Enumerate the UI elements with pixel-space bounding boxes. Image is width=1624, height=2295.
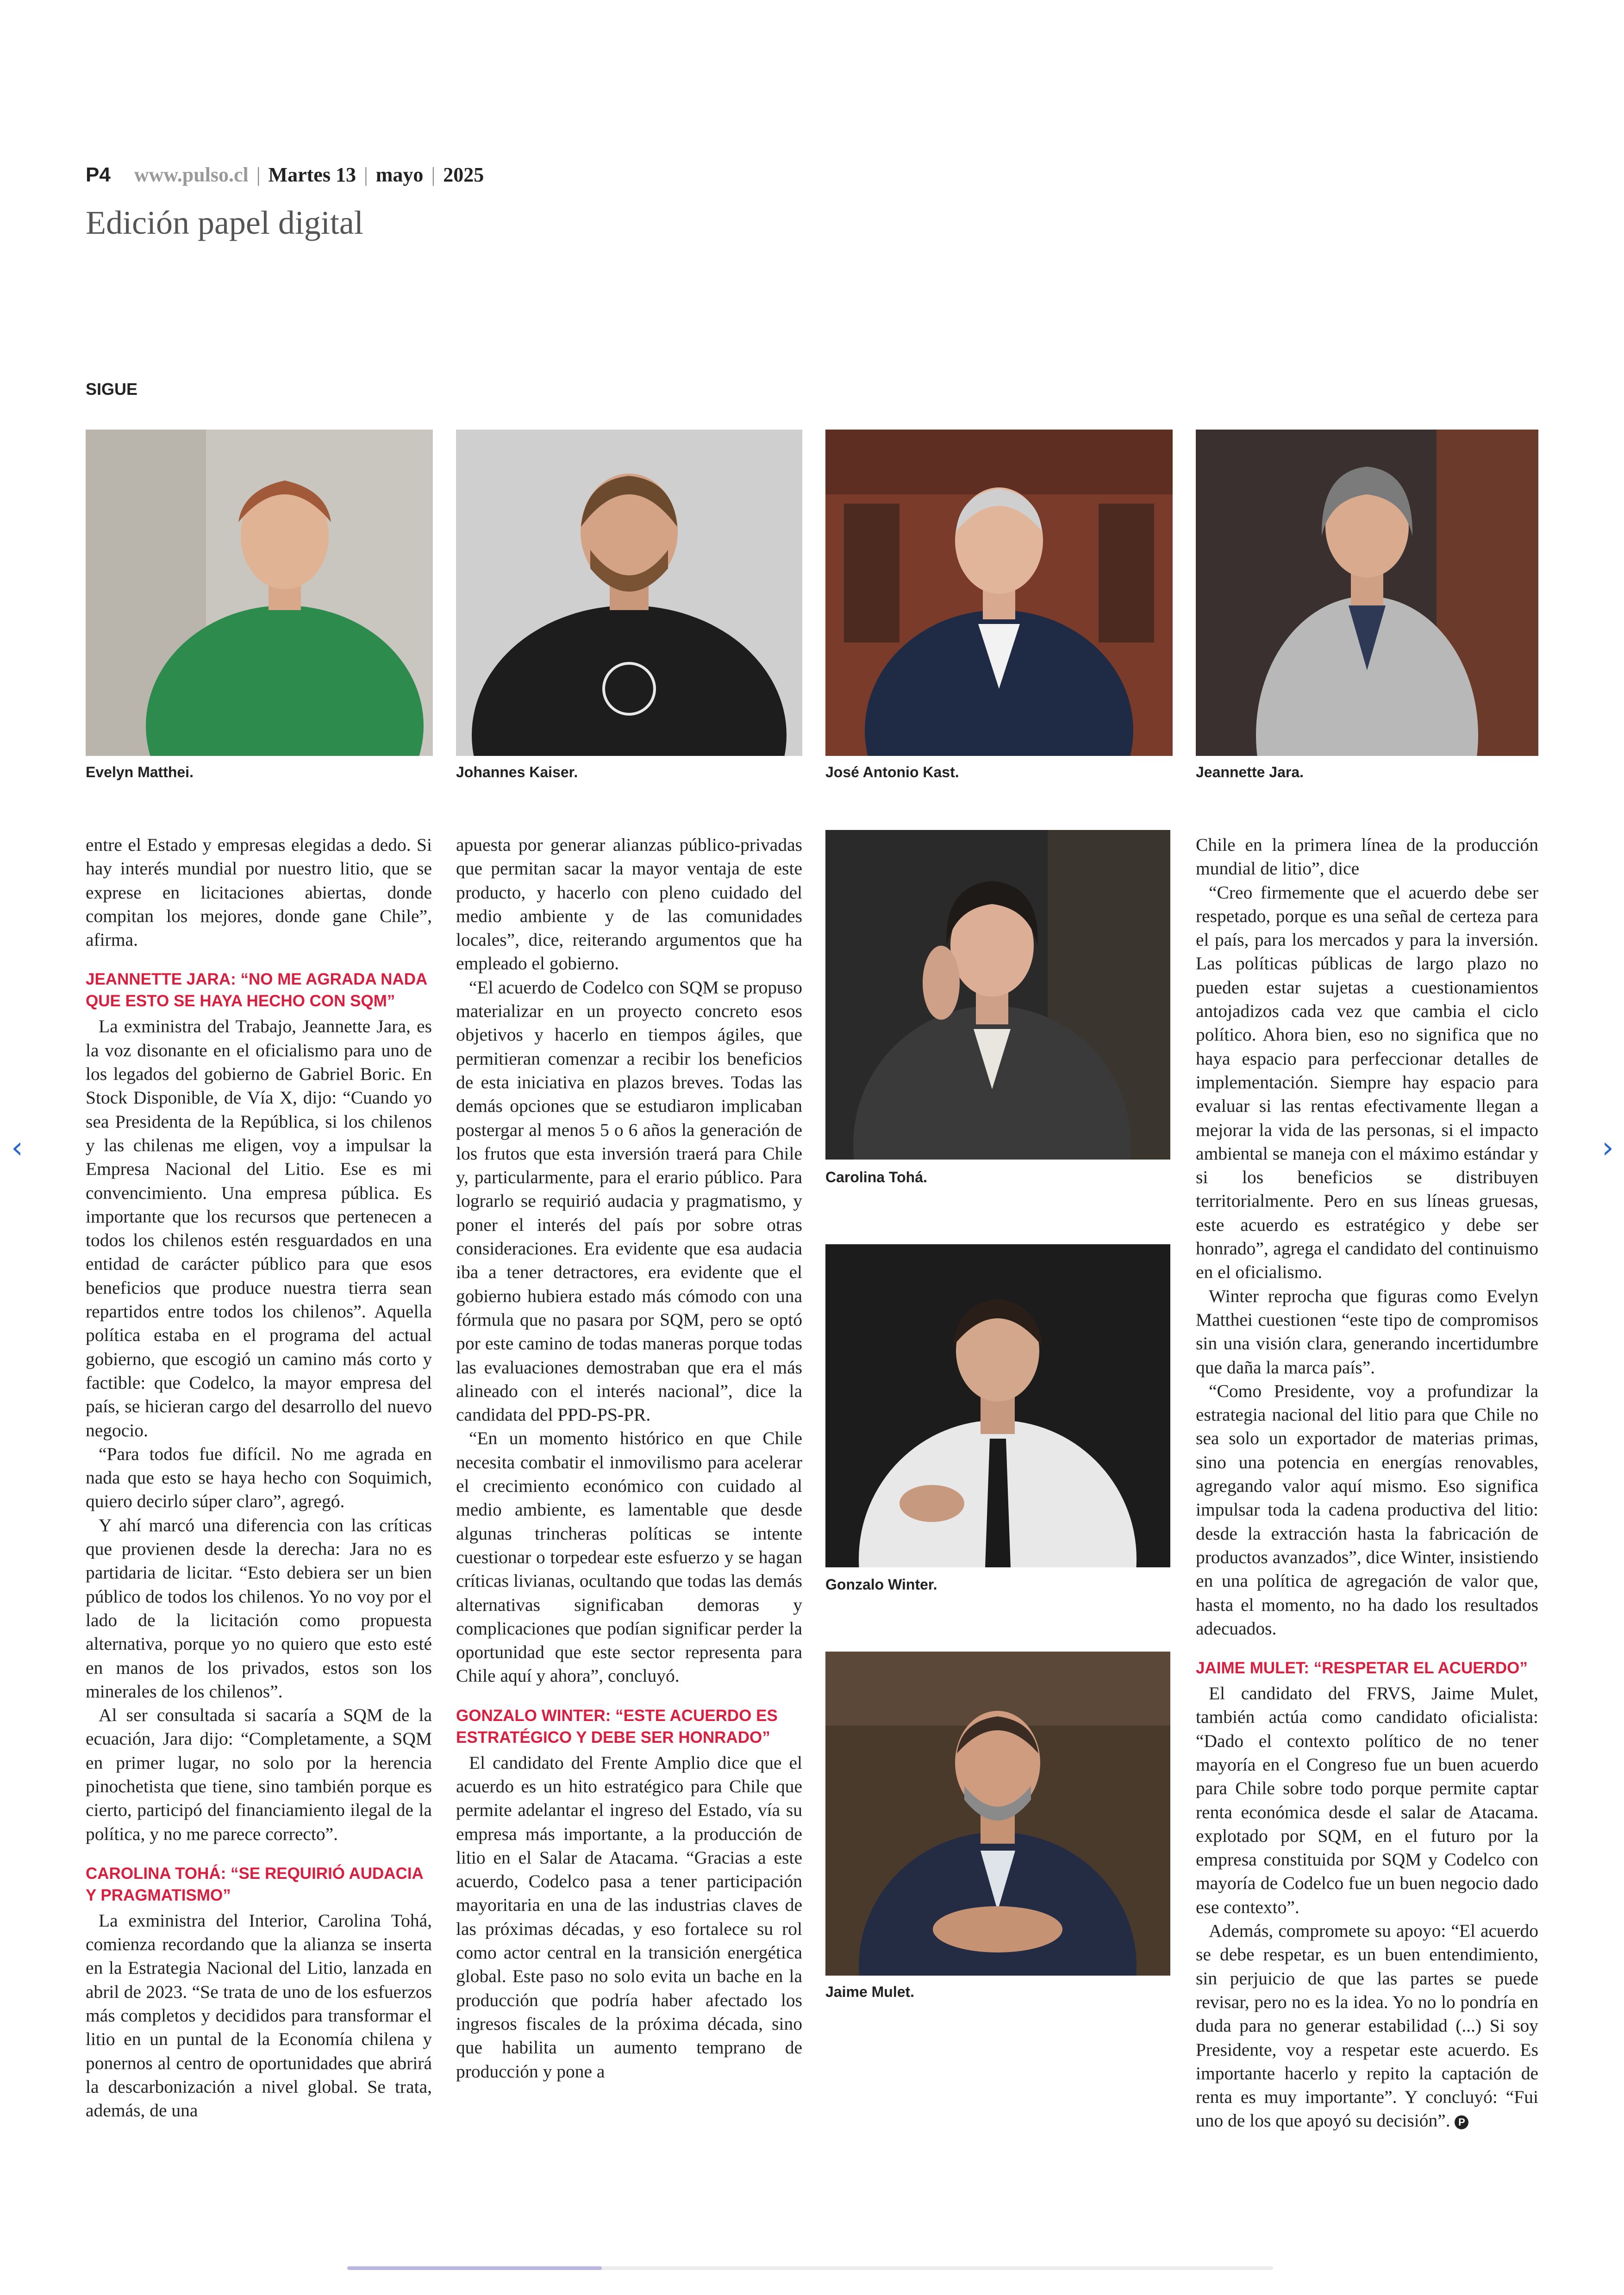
photo-jeannette-jara: [1196, 430, 1538, 756]
caption-jeannette-jara: Jeannette Jara.: [1196, 764, 1304, 780]
paragraph: El candidato del Frente Amplio dice que el acuerdo es un hito estratégico para Chile que permite adelantar el ingreso del Estado, vía su empresa más importante, a la producción de litio en el Salar de Atacama. “Gracias a este acuerdo, Codelco pasa a tener participación mayoritaria en una de las industrias claves de las próximas décadas, y eso fortalece su rol como actor central en la transición energética global. Este paso no solo evita un bache en la producción que podría haber afectado los ingresos fiscales de la próxima década, sino que habilita un aumento temprano de producción y pone a: [456, 1752, 802, 2082]
paragraph: Al ser consultada si sacaría a SQM de la ecuación, Jara dijo: “Completamente, a SQM en primer lugar, no solo por la herencia pinochetista que tiene, sino también porque es cierto, participó del financiamiento ilegal de la política, y no me parece correcto”.: [86, 1705, 432, 1844]
paragraph: entre el Estado y empresas elegidas a dedo. Si hay interés mundial por nuestro litio, que se exprese en licitaciones abiertas, donde compitan los mejores, donde gane Chile”, afirma.: [86, 835, 432, 950]
date-month: mayo: [375, 163, 424, 186]
paragraph: apuesta por generar alianzas público-privadas que permitan sacar la mayor ventaja de este producto, y hacerlo con pleno cuidado del medio ambiente y de las comunidades locales”, dice, reiterando argumentos que ha empleado el gobierno.: [456, 835, 802, 974]
photo-carolina-toha: [825, 830, 1170, 1160]
caption-jose-antonio-kast: José Antonio Kast.: [825, 764, 959, 780]
site-url[interactable]: www.pulso.cl: [134, 163, 249, 186]
paragraph: “Creo firmemente que el acuerdo debe ser respetado, porque es una señal de certeza para el país, para los mercados y para la inversión. Las políticas públicas de largo plazo no pueden estar sujetas a cuestionamientos antojadizos cada vez que cambia el ciclo político. Ahora bien, eso no significa que no haya espacio para perfeccionar detalles de implementación. Siempre hay espacio para evaluar si las rentas efectivamente llegan a mejorar la vida de las personas, si el impacto ambiental se maneja con el máximo estándar y si los beneficios se distribuyen territorialmente. Pero en sus líneas gruesas, este acuerdo es estratégico y debe ser honrado”, agrega el candidato del continuismo en el oficialismo.: [1196, 882, 1538, 1283]
page-header: P4 www.pulso.cl | Martes 13 | mayo | 2025: [86, 163, 484, 186]
photo-jose-antonio-kast: [825, 430, 1173, 756]
article-column-2: [456, 833, 802, 2083]
article-column-1: [86, 833, 432, 2123]
subheading-gonzalo-winter: GONZALO WINTER: “ESTE ACUERDO ES ESTRATÉGICO Y DEBE SER HONRADO”: [456, 1706, 778, 1746]
paragraph: Chile en la primera línea de la producción mundial de litio”, dice: [1196, 835, 1538, 879]
paragraph: Winter reprocha que figuras como Evelyn Matthei cuestionen “este tipo de compromisos sin una visión clara, generando incertidumbre que daña la marca país”.: [1196, 1285, 1538, 1378]
subheading-jeannette-jara: JEANNETTE JARA: “NO ME AGRADA NADA QUE ESTO SE HAYA HECHO CON SQM”: [86, 970, 427, 1010]
date-year: 2025: [443, 163, 484, 186]
paragraph-text: Además, compromete su apoyo: “El acuerdo se debe respetar, es un buen entendimiento, sin perjuicio de que las partes se puede revisar, pero no es la idea. Yo no lo pondría en duda para no generar estabilidad (...) Si soy Presidente, voy a respetar este acuerdo. Es importante hacerlo y repito la captación de renta es muy importante”. Y concluyó: “Fui uno de los que apoyó su decisión”.: [1196, 1921, 1538, 2131]
paragraph: “El acuerdo de Codelco con SQM se propuso materializar en un proyecto concreto esos objetivos y hacerlo en tiempos ágiles, que permitieran comenzar a recibir los beneficios de esta iniciativa en plazos breves. Todas las demás opciones que se estudiaron implicaban postergar al menos 5 o 6 años la generación de los frutos que esta inversión traerá para Chile y, particularmente, para el erario público. Para lograrlo se requirió audacia y pragmatismo, y poner el interés del país por sobre otras consideraciones. Era evidente que esa audacia iba a tener detractores, era evidente que el gobierno hubiera estado más cómodo con una fórmula que no pasara por SQM, pero se optó por este camino de todas maneras porque todas las evaluaciones demostraban que era el más alineado con el interés nacional”, dice la candidata del PPD-PS-PR.: [456, 977, 802, 1425]
paragraph: “En un momento histórico en que Chile necesita combatir el inmovilismo para acelerar el crecimiento económico con cuidado al medio ambiente, es lamentable que desde algunas trincheras políticas se intente cuestionar o torpedear este esfuerzo y se hagan críticas livianas, ocultando que todas las demás alternativas significaban demoras y complicaciones que podían significar perder la oportunidad que este sector representa para Chile aquí y ahora”, concluyó.: [456, 1428, 802, 1686]
subheading-carolina-toha: CAROLINA TOHÁ: “SE REQUIRIÓ AUDACIA Y PRAGMATISMO”: [86, 1864, 423, 1904]
article-column-4: [1196, 833, 1538, 2133]
paragraph: La exministra del Interior, Carolina Tohá, comienza recordando que la alianza se inserta en la Estrategia Nacional del Litio, lanzada en abril de 2023. “Se trata de uno de los esfuerzos más completos y decididos para transformar el litio en un puntal de la Economía chilena y ponernos al centro de oportunidades que abrirá la descarbonización a nivel global. Se trata, además, de una: [86, 1910, 432, 2121]
photo-evelyn-matthei: [86, 430, 433, 756]
subheading-jaime-mulet: JAIME MULET: “RESPETAR EL ACUERDO”: [1196, 1659, 1528, 1678]
page-scroll-thumb[interactable]: [347, 2266, 602, 2270]
paragraph: “Para todos fue difícil. No me agrada en nada que esto se haya hecho con Soquimich, quiero decirlo súper claro”, agregó.: [86, 1443, 432, 1512]
paragraph: “Como Presidente, voy a profundizar la estrategia nacional del litio para que Chile no sea solo un exportador de materias primas, sino una potencia en energías renovables, agregando valor aquí mismo. Eso significa impulsar toda la cadena productiva del litio: desde la extracción hasta la fabricación de productos avanzados”, dice Winter, insistiendo en una política de agregación de valor que, hasta el momento, no ha dado los resultados adecuados.: [1196, 1380, 1538, 1639]
chevron-left-icon[interactable]: ‹: [11, 1131, 23, 1165]
caption-carolina-toha: Carolina Tohá.: [825, 1169, 927, 1185]
end-mark-icon: P: [1455, 2115, 1468, 2129]
caption-gonzalo-winter: Gonzalo Winter.: [825, 1576, 937, 1593]
section-label: SIGUE: [86, 380, 138, 399]
date-day: Martes 13: [268, 163, 356, 186]
caption-jaime-mulet: Jaime Mulet.: [825, 1983, 915, 2000]
caption-evelyn-matthei: Evelyn Matthei.: [86, 764, 194, 780]
chevron-right-icon[interactable]: ›: [1602, 1131, 1614, 1165]
paragraph: La exministra del Trabajo, Jeannette Jara, es la voz disonante en el oficialismo para uno de los legados del gobierno de Gabriel Boric. En Stock Disponible, de Vía X, dijo: “Cuando yo sea Presidenta de la República, si los chilenos y las chilenas me eligen, voy a impulsar la Empresa Nacional del Litio. Ese es mi convencimiento. Una empresa pública. Es importante que los recursos que pertenecen a todos los chilenos estén resguardados en una entidad de carácter público para que esos beneficios que produce nuestra tierra sean repartidos entre todos los chilenos”. Aquella política estaba en el programa del actual gobierno, que escogió un camino más corto y factible: que Codelco, la mayor empresa del país, se hicieran cargo del desarrollo del nuevo negocio.: [86, 1016, 432, 1441]
photo-jaime-mulet: [825, 1652, 1170, 1976]
paragraph: El candidato del FRVS, Jaime Mulet, también actúa como candidato oficialista: “Dado el contexto político de no tener mayoría en el Congreso fue un buen acuerdo para Chile sobre todo porque permite captar renta económica desde el salar de Atacama. explotado por SQM, en el futuro por la empresa constituida por SQM y Codelco con mayoría de Codelco fue un buen negocio dado ese contexto”.: [1196, 1683, 1538, 1917]
paragraph: [1196, 1919, 1538, 2133]
edition-title: Edición papel digital: [86, 204, 363, 241]
page-number: P4: [86, 163, 111, 186]
paragraph: Y ahí marcó una diferencia con las críticas que provienen desde la derecha: Jara no es partidaria de licitar. “Esto debiera ser un bien público de todos los chilenos. Yo no voy por el lado de la licitación como propuesta alternativa, porque yo no quiero que esto esté en manos de los privados, estos son los minerales de los chilenos”.: [86, 1515, 432, 1702]
photo-johannes-kaiser: [456, 430, 802, 756]
caption-johannes-kaiser: Johannes Kaiser.: [456, 764, 578, 780]
photo-gonzalo-winter: [825, 1244, 1170, 1567]
